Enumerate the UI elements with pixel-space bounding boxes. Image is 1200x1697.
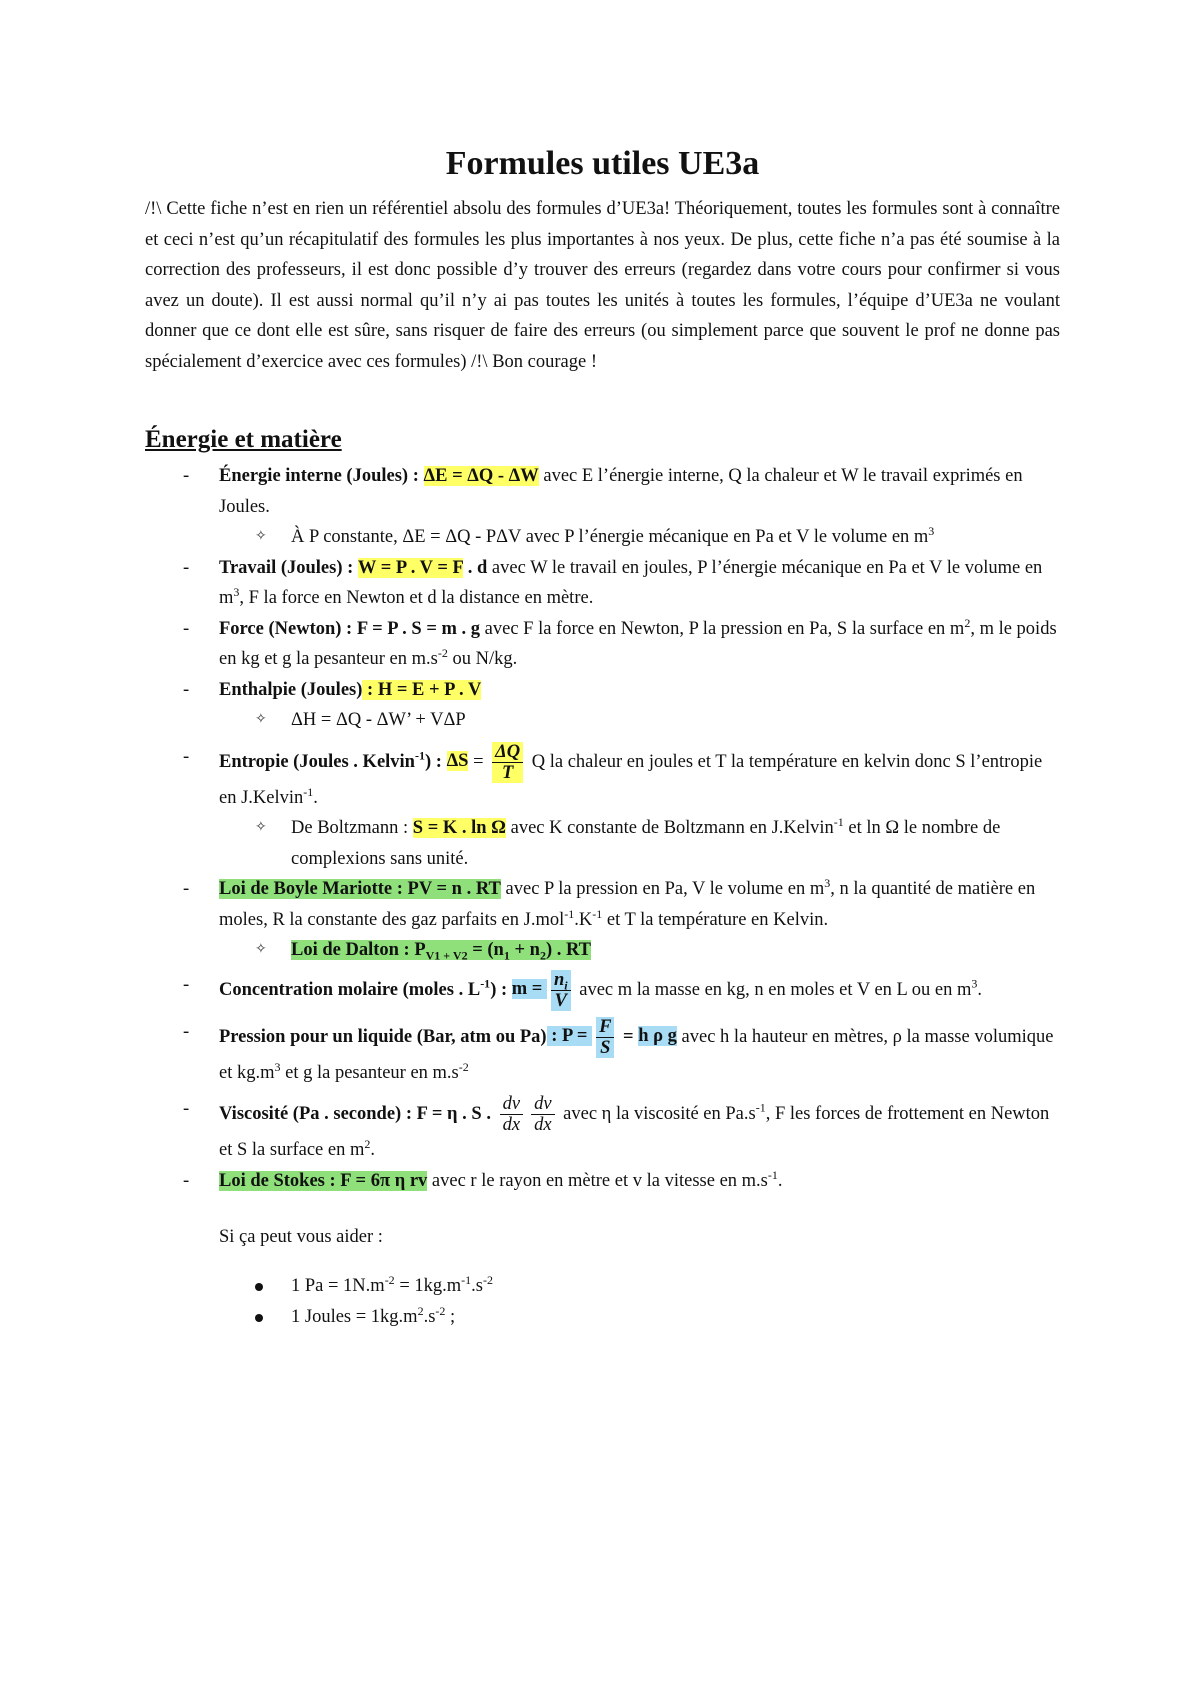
fraction-dv-dx — [500, 1094, 523, 1135]
formula-label: Concentration molaire (moles . L — [219, 979, 481, 1000]
formula-description: et g la pesanteur en m.s — [280, 1062, 459, 1083]
formula-description: avec η la viscosité en Pa.s — [558, 1103, 756, 1124]
fraction-numerator: dv — [500, 1094, 523, 1115]
help-line-joules — [145, 1302, 1060, 1333]
superscript: 2 — [964, 615, 971, 630]
sub-item-p-constante — [145, 522, 1060, 553]
superscript: -1 — [592, 906, 603, 921]
formula-description: ou N/kg. — [447, 649, 518, 669]
help-text: ; — [445, 1306, 456, 1327]
formula-description: , F les forces de frottement en Newton et S la surface en m — [219, 1103, 1050, 1160]
fraction-ni-v — [551, 970, 571, 1011]
formula-expression: : H = E + P . V — [362, 679, 482, 700]
formula-description: Q la chaleur en joules et T la température en kelvin donc S l’entropie en J.Kelvin — [219, 751, 1043, 808]
fraction-numerator: dv — [531, 1094, 554, 1115]
subscript: 1 — [503, 948, 510, 963]
bullet-icon — [255, 1314, 263, 1322]
fraction-denominator: T — [501, 762, 514, 783]
help-text: 1 Joules = 1kg.m — [291, 1306, 418, 1327]
formula-entropie — [145, 742, 1060, 814]
formula-expression: S = K . ln Ω — [412, 818, 506, 838]
help-text: .s — [471, 1276, 483, 1296]
fraction-denominator: dx — [534, 1115, 552, 1135]
sub-bullet-icon: ✧ — [255, 712, 267, 727]
list-dash: - — [183, 1170, 190, 1191]
formula-expression: ΔE = ΔQ - ΔW — [423, 466, 539, 486]
formula-description: . — [313, 787, 318, 808]
help-text: = 1kg.m — [394, 1276, 462, 1296]
superscript: -2 — [435, 1303, 446, 1318]
formula-force — [145, 614, 1060, 675]
bullet-icon — [255, 1283, 263, 1291]
list-dash: - — [183, 466, 190, 486]
formula-viscosite — [145, 1094, 1060, 1166]
superscript: 2 — [364, 1136, 371, 1151]
fraction-numerator: F — [596, 1017, 614, 1038]
list-dash: - — [183, 1021, 190, 1042]
formula-expression: F = P . S = m . g — [352, 618, 481, 639]
formula-expression: m = — [511, 979, 547, 1000]
formula-label: Travail (Joules) : — [219, 557, 354, 578]
list-dash: - — [183, 679, 190, 700]
formula-label: Force (Newton) : — [219, 618, 353, 639]
dalton-part: + n — [509, 940, 540, 960]
formula-expression: : P = — [546, 1026, 593, 1047]
formula-description: .K — [574, 909, 593, 930]
superscript: -1 — [755, 1100, 766, 1115]
formula-expression: ΔS — [446, 751, 469, 772]
list-dash: - — [183, 557, 190, 578]
formula-expression-tail: . d — [463, 557, 488, 578]
formula-label: Enthalpie (Joules) — [219, 679, 363, 700]
superscript: -1 — [767, 1167, 778, 1182]
formula-travail — [145, 553, 1060, 614]
formula-label: Entropie (Joules . Kelvin — [219, 751, 415, 772]
formula-enthalpie — [145, 675, 1060, 706]
formula-expression: h ρ g — [638, 1026, 677, 1047]
superscript: -2 — [384, 1272, 395, 1287]
formula-description: , m le poids en kg et g la pesanteur en m.s — [219, 618, 1057, 669]
fraction-numerator — [551, 970, 571, 991]
sub-item-text: De Boltzmann : — [291, 818, 413, 838]
equals-sign: = — [618, 1026, 639, 1047]
sub-bullet-icon: ✧ — [255, 942, 267, 957]
superscript: 3 — [824, 875, 831, 890]
help-text: .s — [423, 1306, 436, 1327]
formula-expression: W = P . V = F — [357, 557, 464, 578]
formula-concentration — [145, 970, 1060, 1011]
fraction-denominator: dx — [502, 1115, 521, 1135]
sub-item-dalton — [145, 935, 1060, 966]
superscript: -1 — [833, 814, 844, 829]
list-dash: - — [183, 1099, 190, 1119]
formula-stokes — [145, 1166, 1060, 1197]
formula-label: Pression pour un liquide (Bar, atm ou Pa) — [219, 1026, 547, 1047]
formula-label: Loi de Stokes : F = 6π η rv — [219, 1170, 428, 1191]
formula-description: . — [977, 979, 983, 1000]
formula-description: . — [777, 1170, 783, 1191]
superscript: 3 — [233, 584, 240, 599]
intro-paragraph: /!\ Cette fiche n’est en rien un référentiel absolu des formules d’UE3a! Théoriquement, toutes les formules sont à connaître et ceci n’est qu’un récapitulatif des formules les plus importantes à nos yeux. De plus, cette fiche n’a pas été soumise à la correction des professeurs, il est donc possible d’y trouver des erreurs (regardez dans votre cours pour confirmer si vous avez un doute). Il est aussi normal qu’il n’y ai pas toutes les unités à toutes les formules, l’équipe d’UE3a ne voulant donner que ce dont elle est sûre, sans risquer de faire des erreurs (ou simplement parce que souvent le prof ne donne pas spécialement d’exercice avec ces formules) /!\ Bon courage ! — [145, 199, 1060, 372]
sub-item-boltzmann — [145, 813, 1060, 874]
dalton-part: = (n — [467, 940, 504, 960]
superscript: -1 — [461, 1272, 472, 1287]
list-dash: - — [183, 974, 190, 995]
list-dash: - — [183, 618, 190, 639]
superscript: 3 — [928, 523, 935, 538]
numerator-text: n — [553, 969, 565, 990]
formula-dalton — [291, 940, 592, 963]
fraction-f-s — [596, 1017, 614, 1058]
list-dash: - — [183, 879, 190, 899]
formula-description: , F la force en Newton et d la distance en mètre. — [239, 588, 594, 608]
superscript: 3 — [971, 976, 978, 991]
sub-item-text: ΔH = ΔQ - ΔW’ + VΔP — [291, 710, 466, 730]
superscript: -2 — [482, 1272, 493, 1287]
equals-sign: = — [468, 751, 489, 772]
sub-item-enthalpie — [145, 705, 1060, 736]
formula-label: Énergie interne (Joules) : — [219, 466, 419, 486]
formula-description: avec P la pression en Pa, V le volume en m — [500, 879, 825, 899]
formula-label: Viscosité (Pa . seconde) : F = η . S . — [219, 1103, 491, 1124]
help-line-pa — [145, 1271, 1060, 1302]
formula-description: et T la température en Kelvin. — [602, 909, 829, 930]
superscript: -1 — [414, 748, 425, 763]
formula-description: avec F la force en Newton, P la pression en Pa, S la surface en m — [480, 618, 965, 639]
superscript: -2 — [437, 645, 448, 660]
help-text: 1 Pa = 1N.m — [291, 1276, 385, 1296]
help-intro: Si ça peut vous aider : — [219, 1227, 383, 1247]
formula-description: avec r le rayon en mètre et v la vitesse en m.s — [427, 1170, 768, 1191]
section-title: Énergie et matière — [145, 426, 342, 453]
formula-label: Loi de Boyle Mariotte : PV = n . RT — [219, 879, 501, 899]
formula-description: . — [370, 1140, 375, 1160]
superscript: 3 — [274, 1059, 281, 1074]
list-dash: - — [183, 746, 190, 767]
formula-description: , n la quantité de matière en moles, R la constante des gaz parfaits en J.mol — [219, 879, 1036, 930]
superscript: -1 — [480, 976, 491, 991]
fraction-dq-t — [492, 742, 523, 783]
subscript: i — [564, 978, 568, 993]
page-title: Formules utiles UE3a — [445, 145, 760, 182]
fraction-denominator: S — [600, 1037, 611, 1058]
formula-description: avec W le travail en joules, P l’énergie mécanique en Pa et V le volume en m — [219, 557, 1043, 608]
formula-energie-interne — [145, 461, 1060, 522]
superscript: -2 — [458, 1059, 469, 1074]
formula-label: ) : — [490, 979, 512, 1000]
formula-pression-liquide — [145, 1017, 1060, 1089]
subscript: 2 — [539, 948, 546, 963]
sub-item-text: avec K constante de Boltzmann en J.Kelvin — [506, 818, 834, 838]
superscript: 2 — [417, 1303, 424, 1318]
sub-bullet-icon: ✧ — [255, 820, 267, 835]
fraction-numerator: ΔQ — [492, 742, 523, 763]
sub-item-text: et ln Ω le nombre de complexions sans unité. — [291, 818, 1001, 869]
formula-description: avec h la hauteur en mètres, ρ la masse volumique et kg.m — [219, 1026, 1054, 1083]
sub-item-text: À P constante, ΔE = ΔQ - PΔV avec P l’énergie mécanique en Pa et V le volume en m — [291, 527, 929, 547]
formula-boyle-mariotte — [145, 874, 1060, 935]
formula-label: ) : — [424, 751, 442, 772]
formula-description: avec m la masse en kg, n en moles et V en L ou en m — [574, 979, 972, 1000]
superscript: -1 — [303, 784, 314, 799]
subscript: V1 + V2 — [425, 948, 468, 963]
formula-description: avec E l’énergie interne, Q la chaleur et W le travail exprimés en Joules. — [219, 466, 1023, 517]
fraction-dv-dx — [531, 1094, 554, 1135]
superscript: -1 — [564, 906, 575, 921]
sub-bullet-icon: ✧ — [255, 529, 267, 544]
dalton-part: Loi de Dalton : P — [291, 940, 426, 960]
dalton-part: ) . RT — [545, 940, 592, 960]
fraction-denominator: V — [554, 990, 567, 1011]
document-page — [145, 140, 1060, 1332]
